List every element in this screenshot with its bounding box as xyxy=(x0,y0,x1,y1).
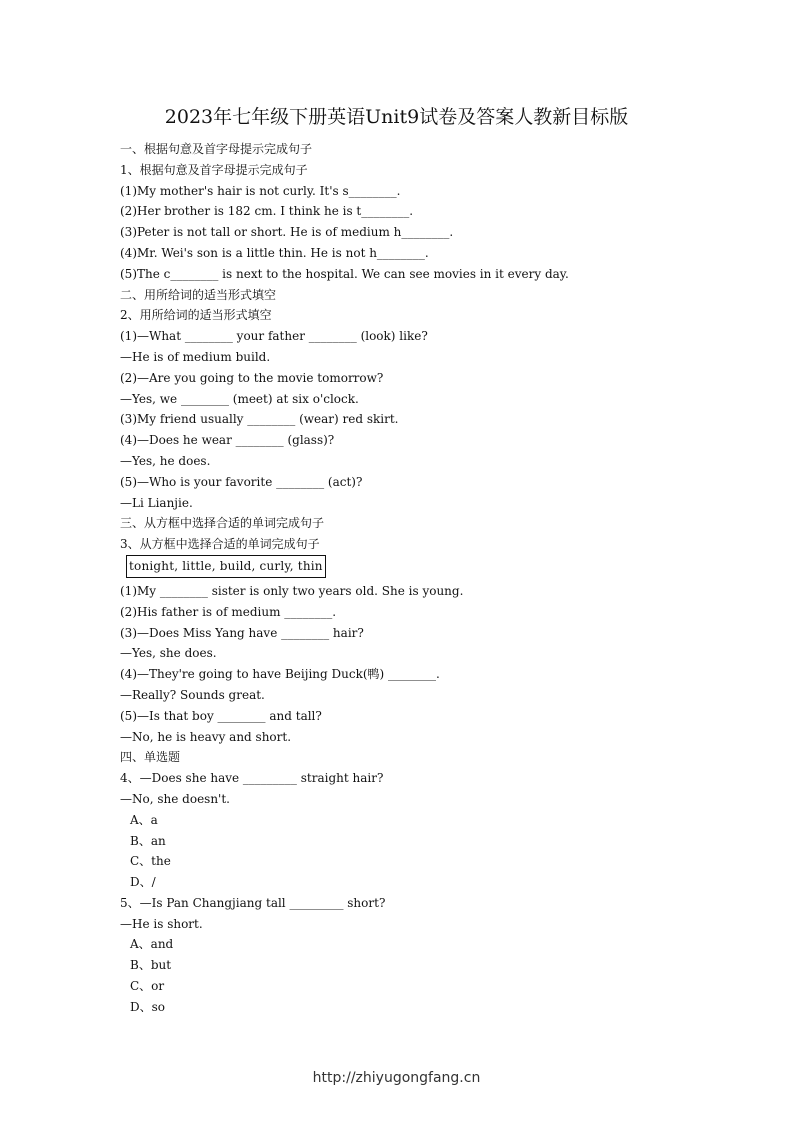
question-2-line-3: (2)—Are you going to the movie tomorrow? xyxy=(120,370,384,385)
question-heading-1: 1、根据句意及首字母提示完成句子 xyxy=(120,162,308,177)
question-2-line-7: —Yes, he does. xyxy=(120,453,211,468)
section-heading-3: 三、从方框中选择合适的单词完成句子 xyxy=(120,516,325,531)
question-3-line-8: —No, he is heavy and short. xyxy=(120,729,292,744)
question-2-line-9: —Li Lianjie. xyxy=(120,495,193,510)
question-2-line-6: (4)—Does he wear ________ (glass)? xyxy=(120,433,335,448)
question-5-stem: 5、—Is Pan Changjiang tall _________ short? xyxy=(120,895,386,910)
question-4-stem: 4、—Does she have _________ straight hair? xyxy=(120,771,384,786)
question-3-line-2: (2)His father is of medium ________. xyxy=(120,604,337,619)
question-1-item-2: (2)Her brother is 182 cm. I think he is t________. xyxy=(120,204,414,219)
question-5-option-d: D、so xyxy=(130,999,166,1014)
question-4-reply: —No, she doesn't. xyxy=(120,791,230,806)
question-4-option-c: C、the xyxy=(130,854,171,869)
question-5-option-b: B、but xyxy=(130,958,172,973)
question-2-line-5: (3)My friend usually ________ (wear) red skirt. xyxy=(120,412,399,427)
section-heading-1: 一、根据句意及首字母提示完成句子 xyxy=(120,142,313,156)
question-1-item-3: (3)Peter is not tall or short. He is of medium h________. xyxy=(120,225,454,240)
footer-url: http://zhiyugongfang.cn xyxy=(312,1070,481,1086)
question-3-line-6: —Really? Sounds great. xyxy=(120,687,265,702)
question-5-option-a: A、and xyxy=(130,937,174,952)
question-heading-3: 3、从方框中选择合适的单词完成句子 xyxy=(120,537,320,552)
question-5-option-c: C、or xyxy=(130,979,165,994)
question-3-line-4: —Yes, she does. xyxy=(120,646,217,661)
question-3-line-1: (1)My ________ sister is only two years old. She is young. xyxy=(120,583,464,598)
word-box-row xyxy=(120,555,680,581)
question-3-line-7: (5)—Is that boy ________ and tall? xyxy=(120,708,322,723)
question-heading-2: 2、用所给词的适当形式填空 xyxy=(120,308,272,323)
question-4-option-a: A、a xyxy=(130,812,158,827)
question-2-line-8: (5)—Who is your favorite ________ (act)? xyxy=(120,474,363,489)
question-3-line-5: (4)—They're going to have Beijing Duck(鸭) ________. xyxy=(120,667,440,682)
question-5-reply: —He is short. xyxy=(120,916,203,931)
word-box: tonight, little, build, curly, thin xyxy=(126,555,326,578)
question-4-option-d: D、/ xyxy=(130,875,156,890)
question-4-option-b: B、an xyxy=(130,833,166,848)
page-title: 2023年七年级下册英语Unit9试卷及答案人教新目标版 xyxy=(164,106,629,128)
section-heading-2: 二、用所给词的适当形式填空 xyxy=(120,287,277,302)
question-2-line-4: —Yes, we ________ (meet) at six o'clock. xyxy=(120,391,359,406)
exam-content xyxy=(120,139,680,1018)
question-2-line-2: —He is of medium build. xyxy=(120,349,271,364)
question-1-item-5: (5)The c________ is next to the hospital. We can see movies in it every day. xyxy=(120,266,569,281)
question-1-item-1: (1)My mother's hair is not curly. It's s________. xyxy=(120,183,401,198)
question-1-item-4: (4)Mr. Wei's son is a little thin. He is not h________. xyxy=(120,245,429,260)
question-3-line-3: (3)—Does Miss Yang have ________ hair? xyxy=(120,625,364,640)
question-2-line-1: (1)—What ________ your father ________ (look) like? xyxy=(120,329,428,344)
section-heading-4: 四、单选题 xyxy=(120,750,181,765)
